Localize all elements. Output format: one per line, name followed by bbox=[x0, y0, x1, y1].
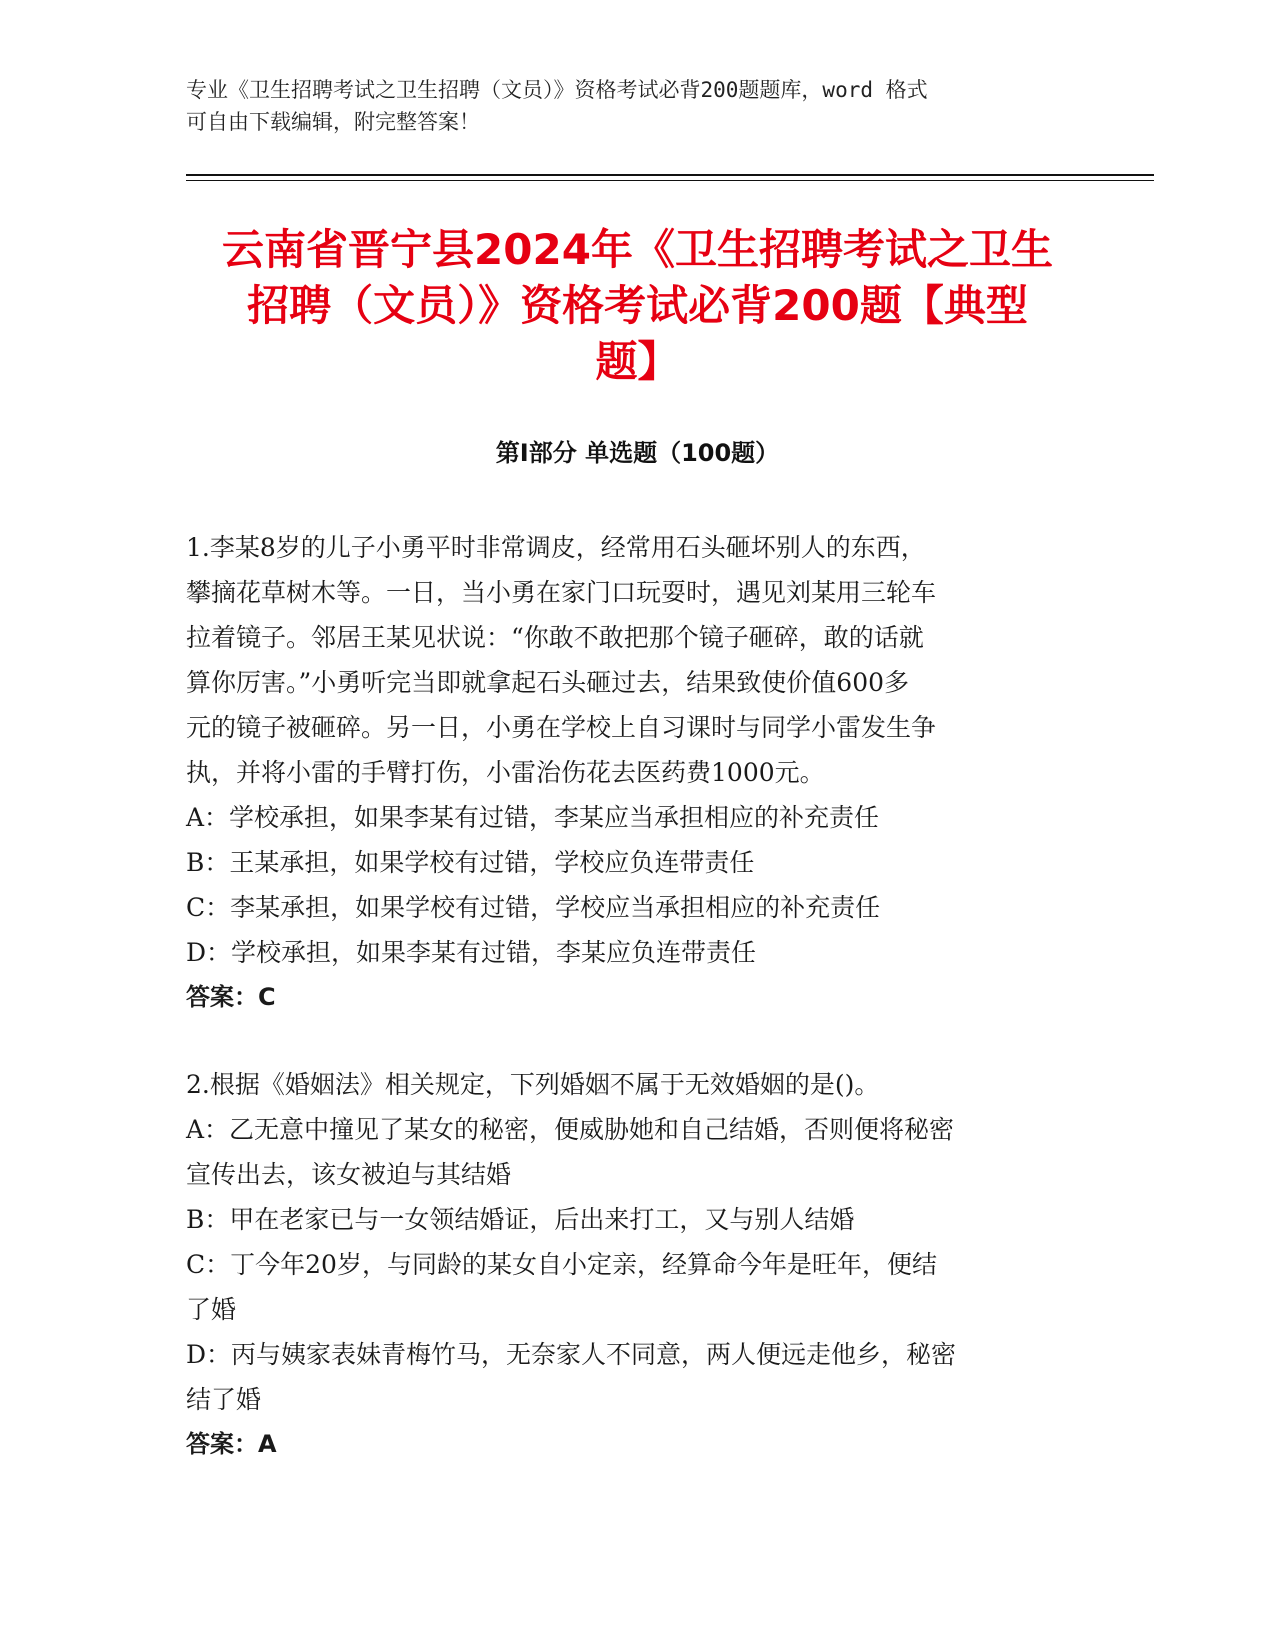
question-list bbox=[186, 525, 1086, 1467]
option-d: D：学校承担，如果李某有过错，李某应负连带责任 bbox=[186, 938, 757, 967]
header-divider-thin bbox=[186, 180, 1154, 181]
option-c: C：丁今年20岁，与同龄的某女自小定亲，经算命今年是旺年，便结 bbox=[186, 1250, 937, 1279]
answer-label: 答案：A bbox=[186, 1430, 277, 1458]
option-c-continued: 了婚 bbox=[186, 1295, 237, 1324]
question-spacer bbox=[186, 1020, 1086, 1062]
header-divider-thick bbox=[186, 174, 1154, 176]
option-c: C：李某承担，如果学校有过错，学校应当承担相应的补充责任 bbox=[186, 893, 881, 922]
option-b: B：甲在老家已与一女领结婚证，后出来打工，又与别人结婚 bbox=[186, 1205, 855, 1234]
document-title bbox=[150, 222, 1125, 390]
question-stem-line: 2.根据《婚姻法》相关规定，下列婚姻不属于无效婚姻的是()。 bbox=[186, 1070, 880, 1099]
header-note bbox=[186, 74, 1066, 138]
option-d-continued: 结了婚 bbox=[186, 1385, 262, 1414]
title-line-1: 云南省晋宁县2024年《卫生招聘考试之卫生 bbox=[222, 225, 1053, 274]
question-stem-line: 1.李某8岁的儿子小勇平时非常调皮，经常用石头砸坏别人的东西， bbox=[186, 533, 926, 562]
question-stem-line: 攀摘花草树木等。一日，当小勇在家门口玩耍时，遇见刘某用三轮车 bbox=[186, 578, 937, 607]
option-a-continued: 宣传出去，该女被迫与其结婚 bbox=[186, 1160, 512, 1189]
answer-label: 答案：C bbox=[186, 983, 276, 1011]
header-note-line-1: 专业《卫生招聘考试之卫生招聘（文员）》资格考试必背200题题库，word 格式 bbox=[186, 78, 928, 102]
title-line-3: 题】 bbox=[595, 337, 680, 386]
question-stem-line: 执，并将小雷的手臂打伤，小雷治伤花去医药费1000元。 bbox=[186, 758, 825, 787]
option-a: A：乙无意中撞见了某女的秘密，便威胁她和自己结婚，否则便将秘密 bbox=[186, 1115, 955, 1144]
option-a: A：学校承担，如果李某有过错，李某应当承担相应的补充责任 bbox=[186, 803, 880, 832]
option-d: D：丙与姨家表妹青梅竹马，无奈家人不同意，两人便远走他乡，秘密 bbox=[186, 1340, 957, 1369]
question-stem-line: 算你厉害。”小勇听完当即就拿起石头砸过去，结果致使价值600多 bbox=[186, 668, 910, 697]
question-1 bbox=[186, 525, 1086, 1020]
question-stem-line: 拉着镜子。邻居王某见状说：“你敢不敢把那个镜子砸碎，敢的话就 bbox=[186, 623, 924, 652]
question-stem-line: 元的镜子被砸碎。另一日，小勇在学校上自习课时与同学小雷发生争 bbox=[186, 713, 937, 742]
header-note-line-2: 可自由下载编辑，附完整答案！ bbox=[186, 110, 480, 134]
option-b: B：王某承担，如果学校有过错，学校应负连带责任 bbox=[186, 848, 755, 877]
question-2 bbox=[186, 1062, 1086, 1467]
section-heading: 第Ⅰ部分 单选题（100题） bbox=[495, 439, 780, 467]
title-line-2: 招聘（文员）》资格考试必背200题【典型 bbox=[247, 281, 1028, 330]
